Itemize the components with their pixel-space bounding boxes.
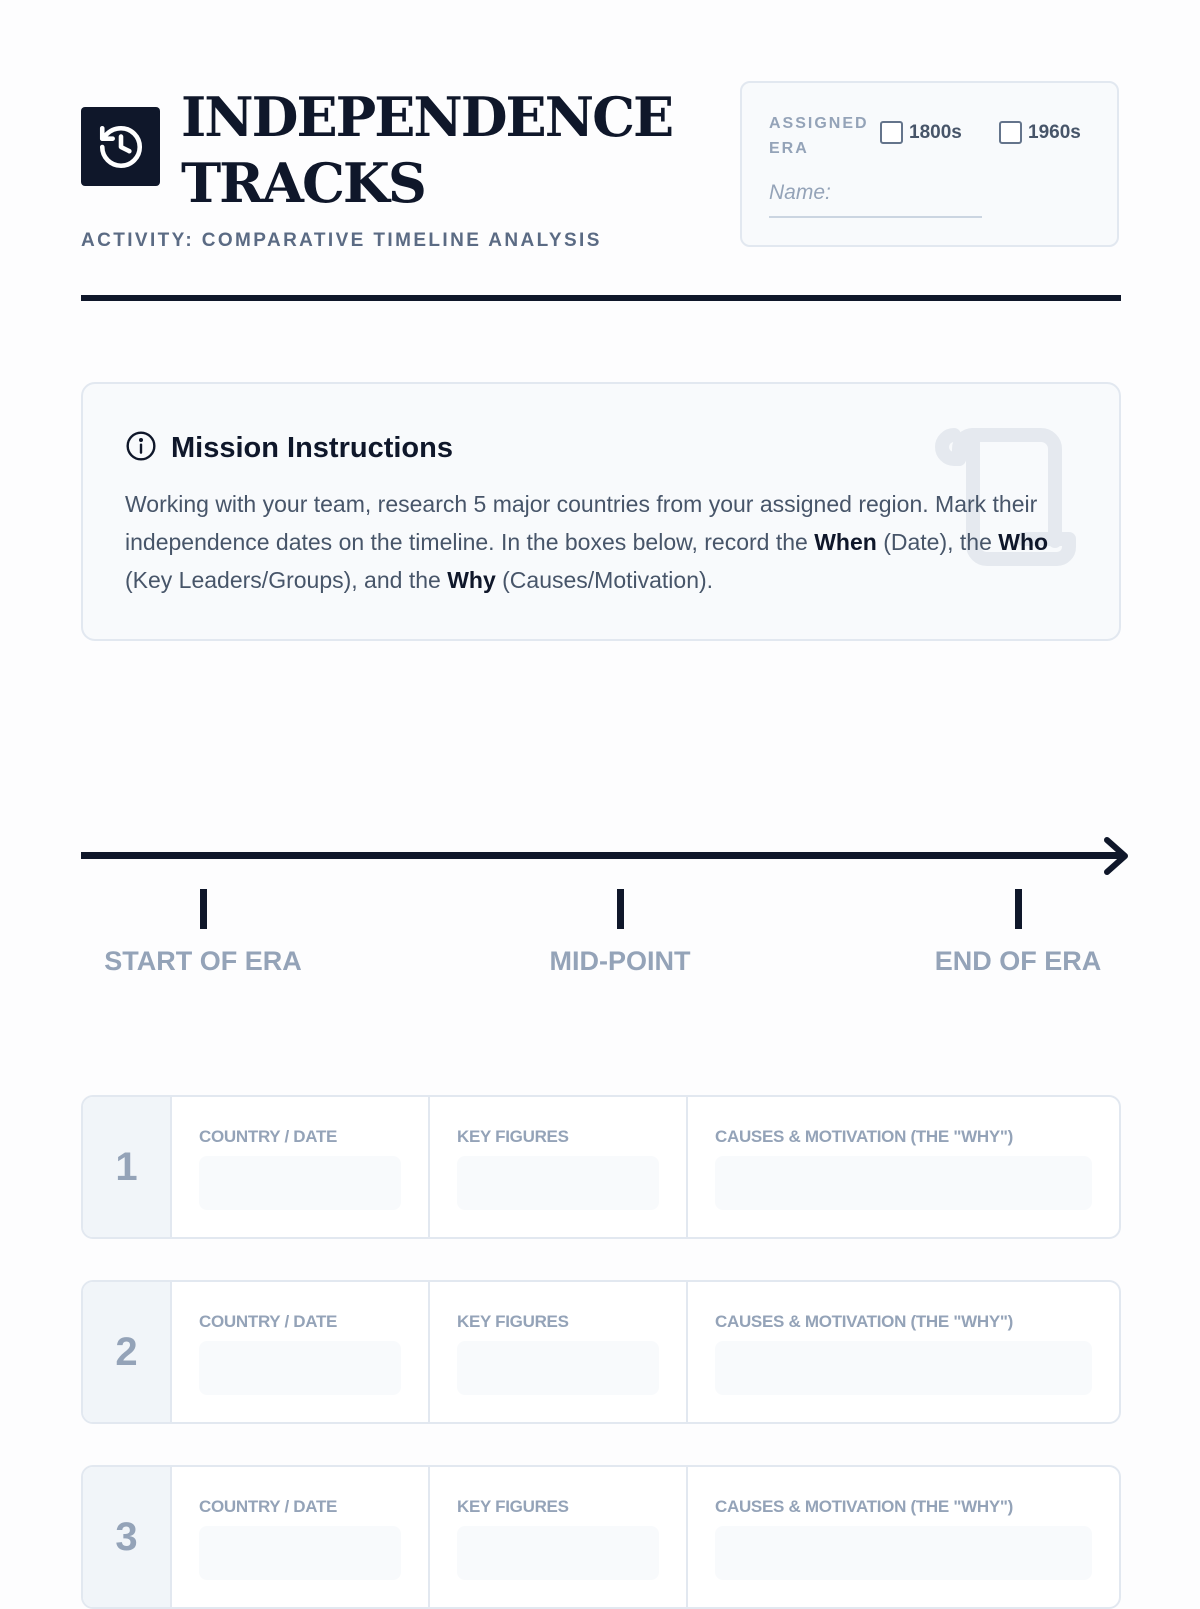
causes-input[interactable] <box>715 1156 1092 1210</box>
column-label: CAUSES & MOTIVATION (THE "WHY") <box>715 1127 1014 1146</box>
timeline-label-end: END OF ERA <box>934 946 1102 976</box>
key-figures-input[interactable] <box>457 1341 659 1395</box>
column-label: COUNTRY / DATE <box>199 1127 338 1146</box>
causes-input[interactable] <box>715 1526 1092 1580</box>
record-country-date <box>172 1467 430 1607</box>
era-option-label: 1960s <box>1028 121 1081 143</box>
activity-subtitle: ACTIVITY: COMPARATIVE TIMELINE ANALYSIS <box>81 230 602 251</box>
header-divider <box>81 295 1121 301</box>
record-number: 1 <box>83 1097 172 1237</box>
country-date-input[interactable] <box>199 1526 401 1580</box>
history-icon <box>81 107 160 186</box>
era-checkbox-1960s[interactable] <box>999 121 1022 144</box>
instructions-text: Working with your team, research 5 major countries from your assigned region. Mark their independence dates on the timeline. In the boxes below, record the When (Date), the Who (Key Leaders/Groups), and the Why (Causes/Motivation). <box>125 491 1049 593</box>
arrow-right-icon <box>1101 836 1131 876</box>
column-label: KEY FIGURES <box>457 1127 569 1146</box>
info-icon <box>125 430 157 467</box>
timeline-tick-mid <box>617 889 624 929</box>
header <box>81 0 1121 302</box>
instructions-header <box>125 430 453 467</box>
record-number: 3 <box>83 1467 172 1607</box>
record-country-date <box>172 1282 430 1422</box>
instructions-title: Mission Instructions <box>171 432 453 464</box>
causes-input[interactable] <box>715 1341 1092 1395</box>
record-causes <box>688 1467 1119 1607</box>
record-key-figures <box>430 1282 688 1422</box>
timeline-label-mid: MID-POINT <box>549 946 691 976</box>
timeline-tick-end <box>1015 889 1022 929</box>
assigned-era-card <box>740 81 1119 247</box>
era-option-1960s[interactable] <box>999 121 1081 144</box>
page-title-line-1: INDEPENDENCE <box>181 85 673 149</box>
country-date-input[interactable] <box>199 1156 401 1210</box>
era-option-label: 1800s <box>909 121 962 143</box>
country-date-input[interactable] <box>199 1341 401 1395</box>
record-number: 2 <box>83 1282 172 1422</box>
era-option-1800s[interactable] <box>880 121 962 144</box>
timeline-tick-start <box>200 889 207 929</box>
key-figures-input[interactable] <box>457 1526 659 1580</box>
record-key-figures <box>430 1097 688 1237</box>
era-checkbox-1800s[interactable] <box>880 121 903 144</box>
column-label: KEY FIGURES <box>457 1497 569 1516</box>
record-causes <box>688 1097 1119 1237</box>
timeline <box>81 826 1131 986</box>
record-country-date <box>172 1097 430 1237</box>
column-label: COUNTRY / DATE <box>199 1497 338 1516</box>
column-label: KEY FIGURES <box>457 1312 569 1331</box>
record-row <box>81 1465 1121 1609</box>
record-key-figures <box>430 1467 688 1607</box>
key-figures-input[interactable] <box>457 1156 659 1210</box>
column-label: COUNTRY / DATE <box>199 1312 338 1331</box>
record-row <box>81 1280 1121 1424</box>
assigned-era-label: ASSIGNED ERA <box>769 115 869 157</box>
column-label: CAUSES & MOTIVATION (THE "WHY") <box>715 1497 1014 1516</box>
timeline-axis <box>81 852 1121 859</box>
mission-instructions-card <box>81 382 1121 641</box>
record-row <box>81 1095 1121 1239</box>
name-field[interactable]: Name: <box>769 181 982 218</box>
worksheet-page <box>81 0 1121 1559</box>
record-causes <box>688 1282 1119 1422</box>
column-label: CAUSES & MOTIVATION (THE "WHY") <box>715 1312 1014 1331</box>
timeline-label-start: START OF ERA <box>104 946 302 976</box>
page-title-line-2: TRACKS <box>181 151 425 215</box>
